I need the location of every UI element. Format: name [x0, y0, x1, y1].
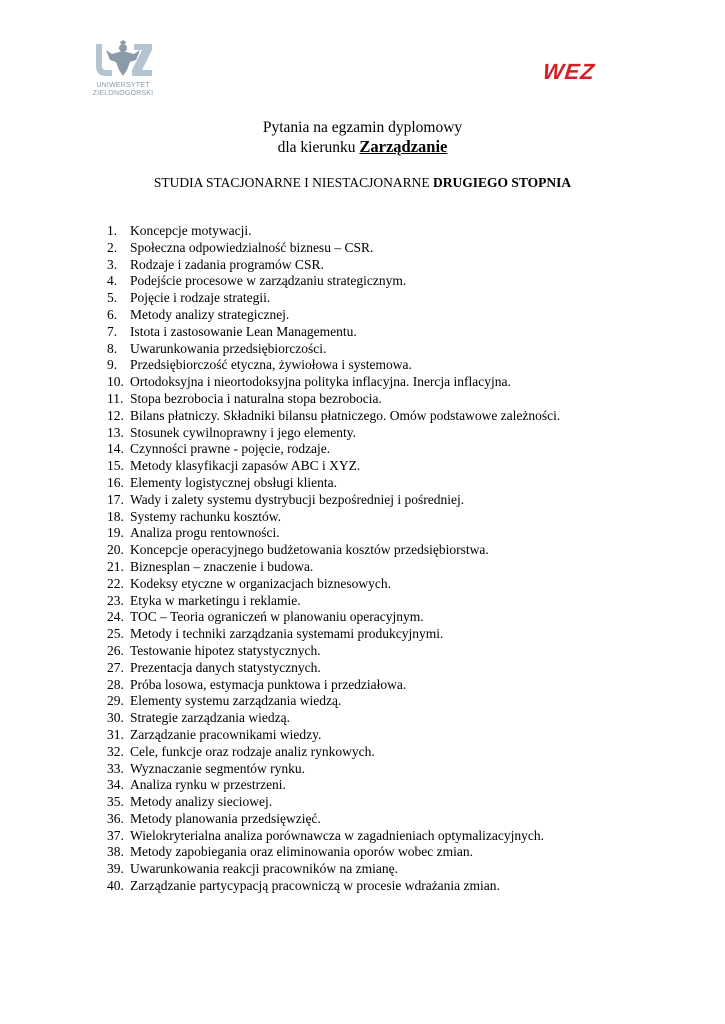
question-item — [107, 374, 707, 391]
question-text: Metody analizy strategicznej. — [130, 306, 290, 322]
question-number: 29. — [107, 693, 124, 709]
study-mode: STUDIA STACJONARNE I NIESTACJONARNE — [153, 175, 433, 190]
question-number: 8. — [107, 340, 118, 356]
question-item — [107, 844, 707, 861]
question-item — [107, 357, 707, 374]
question-number: 28. — [107, 676, 124, 692]
question-text: Przedsiębiorczość etyczna, żywiołowa i systemowa. — [130, 357, 412, 373]
question-number: 35. — [107, 794, 124, 810]
question-number: 5. — [107, 290, 118, 306]
university-logo — [86, 40, 160, 104]
question-text: Metody i techniki zarządzania systemami produkcyjnymi. — [130, 626, 444, 642]
question-number: 37. — [107, 827, 124, 843]
question-number: 38. — [107, 844, 124, 860]
question-number: 32. — [107, 743, 124, 759]
question-text: Bilans płatniczy. Składniki bilansu płatniczego. Omów podstawowe zależności. — [130, 407, 561, 423]
question-text: Koncepcje operacyjnego budżetowania kosztów przedsiębiorstwa. — [130, 542, 489, 558]
question-number: 18. — [107, 508, 124, 524]
question-item — [107, 878, 707, 895]
question-number: 23. — [107, 592, 124, 608]
question-item — [107, 861, 707, 878]
question-item — [107, 257, 707, 274]
question-item — [107, 542, 707, 559]
question-item — [107, 223, 707, 240]
question-text: Społeczna odpowiedzialność biznesu – CSR. — [130, 239, 374, 255]
question-number: 39. — [107, 861, 124, 877]
question-text: Testowanie hipotez statystycznych. — [130, 642, 321, 658]
question-item — [107, 626, 707, 643]
major-name: Zarządzanie — [359, 137, 448, 156]
question-number: 24. — [107, 609, 124, 625]
question-number: 36. — [107, 810, 124, 826]
question-item — [107, 828, 707, 845]
question-item — [107, 324, 707, 341]
question-item — [107, 660, 707, 677]
question-text: Metody klasyfikacji zapasów ABC i XYZ. — [130, 458, 361, 474]
question-text: Istota i zastosowanie Lean Managementu. — [130, 323, 357, 339]
question-text: Wady i zalety systemu dystrybucji bezpośredniej i pośredniej. — [130, 491, 465, 507]
question-item — [107, 559, 707, 576]
question-text: Elementy systemu zarządzania wiedzą. — [130, 693, 342, 709]
document-title: Pytania na egzamin dyplomowy — [262, 119, 463, 136]
question-text: Strategie zarządzania wiedzą. — [130, 710, 291, 726]
question-text: Elementy logistycznej obsługi klienta. — [130, 474, 337, 490]
question-number: 40. — [107, 878, 124, 894]
question-text: Próba losowa, estymacja punktowa i przedziałowa. — [130, 676, 407, 692]
question-item — [107, 744, 707, 761]
question-text: Metody analizy sieciowej. — [130, 794, 273, 810]
question-item — [107, 693, 707, 710]
question-text: Uwarunkowania reakcji pracowników na zmianę. — [130, 861, 399, 877]
question-text: Ortodoksyjna i nieortodoksyjna polityka inflacyjna. Inercja inflacyjna. — [130, 374, 511, 390]
question-item — [107, 727, 707, 744]
question-item — [107, 290, 707, 307]
question-number: 3. — [107, 256, 118, 272]
question-number: 25. — [107, 626, 124, 642]
question-number: 31. — [107, 726, 124, 742]
question-number: 33. — [107, 760, 124, 776]
study-level: DRUGIEGO STOPNIA — [432, 175, 572, 190]
question-item — [107, 441, 707, 458]
question-number: 1. — [107, 223, 118, 238]
question-number: 21. — [107, 558, 124, 574]
question-number: 22. — [107, 575, 124, 591]
question-number: 27. — [107, 659, 124, 675]
question-number: 2. — [107, 239, 118, 255]
university-name-line2: ZIELONOGÓRSKI — [92, 90, 154, 97]
university-name-line1: UNIWERSYTET — [96, 82, 150, 89]
question-text: Czynności prawne - pojęcie, rodzaje. — [130, 441, 331, 457]
question-item — [107, 761, 707, 778]
question-text: TOC – Teoria ograniczeń w planowaniu operacyjnym. — [130, 609, 424, 625]
question-number: 17. — [107, 491, 124, 507]
question-number: 15. — [107, 458, 124, 474]
question-text: Koncepcje motywacji. — [130, 223, 252, 238]
question-item — [107, 794, 707, 811]
questions-list — [107, 223, 707, 895]
question-text: Metody planowania przedsięwzięć. — [130, 810, 321, 826]
question-text: Cele, funkcje oraz rodzaje analiz rynkowych. — [130, 743, 375, 759]
question-number: 14. — [107, 441, 124, 457]
question-item — [107, 609, 707, 626]
question-item — [107, 425, 707, 442]
question-item — [107, 492, 707, 509]
question-text: Biznesplan – znaczenie i budowa. — [130, 558, 314, 574]
question-item — [107, 240, 707, 257]
university-eagle-emblem-icon — [92, 40, 154, 80]
question-text: Pojęcie i rodzaje strategii. — [130, 290, 271, 306]
question-number: 19. — [107, 525, 124, 541]
question-text: Analiza progu rentowności. — [130, 525, 280, 541]
question-text: Stosunek cywilnoprawny i jego elementy. — [130, 424, 356, 440]
question-number: 20. — [107, 542, 124, 558]
question-number: 7. — [107, 323, 118, 339]
question-item — [107, 458, 707, 475]
question-item — [107, 710, 707, 727]
question-text: Podejście procesowe w zarządzaniu strategicznym. — [130, 273, 407, 289]
question-number: 6. — [107, 306, 118, 322]
question-text: Wielokryterialna analiza porównawcza w zagadnieniach optymalizacyjnych. — [130, 827, 545, 843]
question-item — [107, 307, 707, 324]
question-item — [107, 408, 707, 425]
question-text: Prezentacja danych statystycznych. — [130, 659, 321, 675]
study-type-heading — [0, 175, 725, 191]
question-text: Metody zapobiegania oraz eliminowania oporów wobec zmian. — [130, 844, 474, 860]
question-number: 16. — [107, 474, 124, 490]
subtitle-prefix: dla kierunku — [277, 139, 360, 156]
question-number: 12. — [107, 407, 124, 423]
question-item — [107, 576, 707, 593]
faculty-logo: WEZ — [541, 59, 597, 84]
question-number: 13. — [107, 424, 124, 440]
question-text: Wyznaczanie segmentów rynku. — [130, 760, 305, 776]
question-text: Zarządzanie pracownikami wiedzy. — [130, 726, 322, 742]
question-text: Zarządzanie partycypacją pracowniczą w procesie wdrażania zmian. — [130, 878, 500, 894]
question-text: Analiza rynku w przestrzeni. — [130, 777, 286, 793]
question-item — [107, 391, 707, 408]
question-number: 10. — [107, 374, 124, 390]
question-item — [107, 475, 707, 492]
question-item — [107, 811, 707, 828]
question-item — [107, 525, 707, 542]
question-text: Uwarunkowania przedsiębiorczości. — [130, 340, 327, 356]
question-item — [107, 677, 707, 694]
question-number: 30. — [107, 710, 124, 726]
question-number: 34. — [107, 777, 124, 793]
question-text: Rodzaje i zadania programów CSR. — [130, 256, 324, 272]
document-subtitle — [0, 138, 725, 157]
question-item — [107, 777, 707, 794]
question-text: Stopa bezrobocia i naturalna stopa bezrobocia. — [130, 390, 382, 406]
question-item — [107, 509, 707, 526]
question-number: 11. — [107, 390, 124, 406]
question-item — [107, 341, 707, 358]
question-item — [107, 593, 707, 610]
question-number: 9. — [107, 357, 118, 373]
question-text: Etyka w marketingu i reklamie. — [130, 592, 301, 608]
question-item — [107, 643, 707, 660]
question-text: Systemy rachunku kosztów. — [130, 508, 281, 524]
question-item — [107, 273, 707, 290]
question-text: Kodeksy etyczne w organizacjach biznesowych. — [130, 575, 392, 591]
question-number: 4. — [107, 273, 118, 289]
question-number: 26. — [107, 642, 124, 658]
